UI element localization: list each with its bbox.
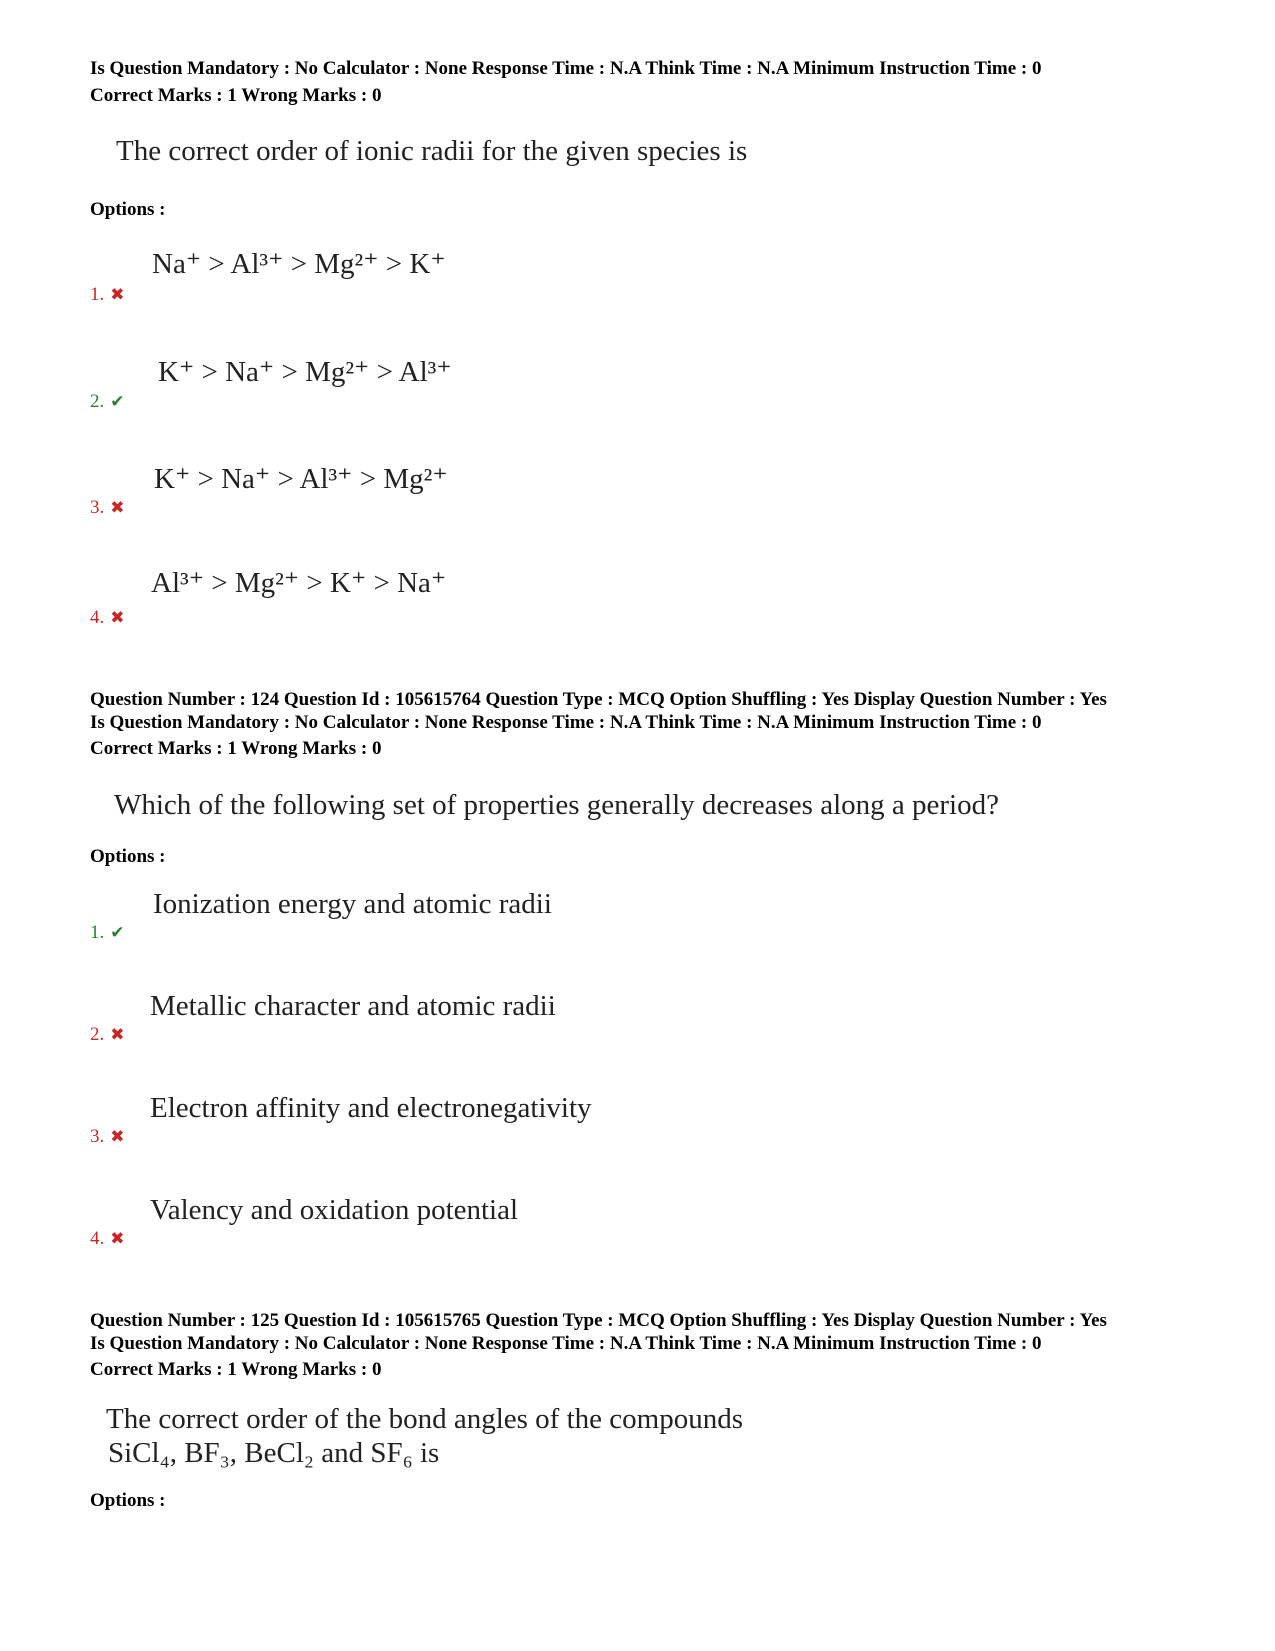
- q125-options-label: Options :: [90, 1490, 166, 1511]
- q124-option-4-text: Valency and oxidation potential: [150, 1194, 519, 1226]
- q123-question-text: The correct order of ionic radii for the given species is: [116, 135, 748, 167]
- q124-option-4-marker: 4. ✖: [90, 1228, 125, 1249]
- cross-icon: ✖: [110, 608, 125, 627]
- q123-option-3-marker: 3. ✖: [90, 497, 125, 518]
- q125-meta-line1: Question Number : 125 Question Id : 105615765 Question Type : MCQ Option Shuffling : Yes Display Question Number : Yes: [90, 1310, 1107, 1331]
- cross-icon: ✖: [110, 498, 125, 517]
- q124-meta-line3: Correct Marks : 1 Wrong Marks : 0: [90, 738, 382, 759]
- q123-options-label: Options :: [90, 199, 166, 220]
- q124-option-1-marker: 1. ✔: [90, 922, 125, 943]
- q125-question-line2: SiCl₄, BF₃, BeCl₂ and SF₆ is: [108, 1437, 440, 1469]
- q124-option-1-text: Ionization energy and atomic radii: [153, 888, 552, 920]
- q124-option-2-text: Metallic character and atomic radii: [150, 990, 556, 1022]
- q125-question-line1: The correct order of the bond angles of the compounds: [106, 1403, 743, 1435]
- q124-meta-line1: Question Number : 124 Question Id : 105615764 Question Type : MCQ Option Shuffling : Yes Display Question Number : Yes: [90, 689, 1107, 710]
- q123-option-4-text: Al³⁺ > Mg²⁺ > K⁺ > Na⁺: [151, 567, 447, 599]
- q124-question-text: Which of the following set of properties generally decreases along a period?: [114, 789, 999, 821]
- q124-meta-line2: Is Question Mandatory : No Calculator : None Response Time : N.A Think Time : N.A Minimum Instruction Time : 0: [90, 712, 1042, 733]
- q123-option-2-text: K⁺ > Na⁺ > Mg²⁺ > Al³⁺: [158, 356, 452, 388]
- q125-meta-line2: Is Question Mandatory : No Calculator : None Response Time : N.A Think Time : N.A Minimum Instruction Time : 0: [90, 1333, 1042, 1354]
- q125-meta-line3: Correct Marks : 1 Wrong Marks : 0: [90, 1359, 382, 1380]
- q124-options-label: Options :: [90, 846, 166, 867]
- q124-option-3-text: Electron affinity and electronegativity: [150, 1092, 592, 1124]
- check-icon: ✔: [110, 923, 125, 942]
- q123-option-2-marker: 2. ✔: [90, 391, 125, 412]
- q123-option-3-text: K⁺ > Na⁺ > Al³⁺ > Mg²⁺: [154, 463, 448, 495]
- q123-option-4-marker: 4. ✖: [90, 607, 125, 628]
- q124-option-2-marker: 2. ✖: [90, 1024, 125, 1045]
- cross-icon: ✖: [110, 1025, 125, 1044]
- q123-option-1-marker: 1. ✖: [90, 284, 125, 305]
- q123-meta-line1: Is Question Mandatory : No Calculator : None Response Time : N.A Think Time : N.A Minimum Instruction Time : 0: [90, 58, 1042, 79]
- q123-meta-line2: Correct Marks : 1 Wrong Marks : 0: [90, 85, 382, 106]
- q124-option-3-marker: 3. ✖: [90, 1126, 125, 1147]
- check-icon: ✔: [110, 392, 125, 411]
- cross-icon: ✖: [110, 285, 125, 304]
- cross-icon: ✖: [110, 1229, 125, 1248]
- cross-icon: ✖: [110, 1127, 125, 1146]
- q123-option-1-text: Na⁺ > Al³⁺ > Mg²⁺ > K⁺: [152, 248, 446, 280]
